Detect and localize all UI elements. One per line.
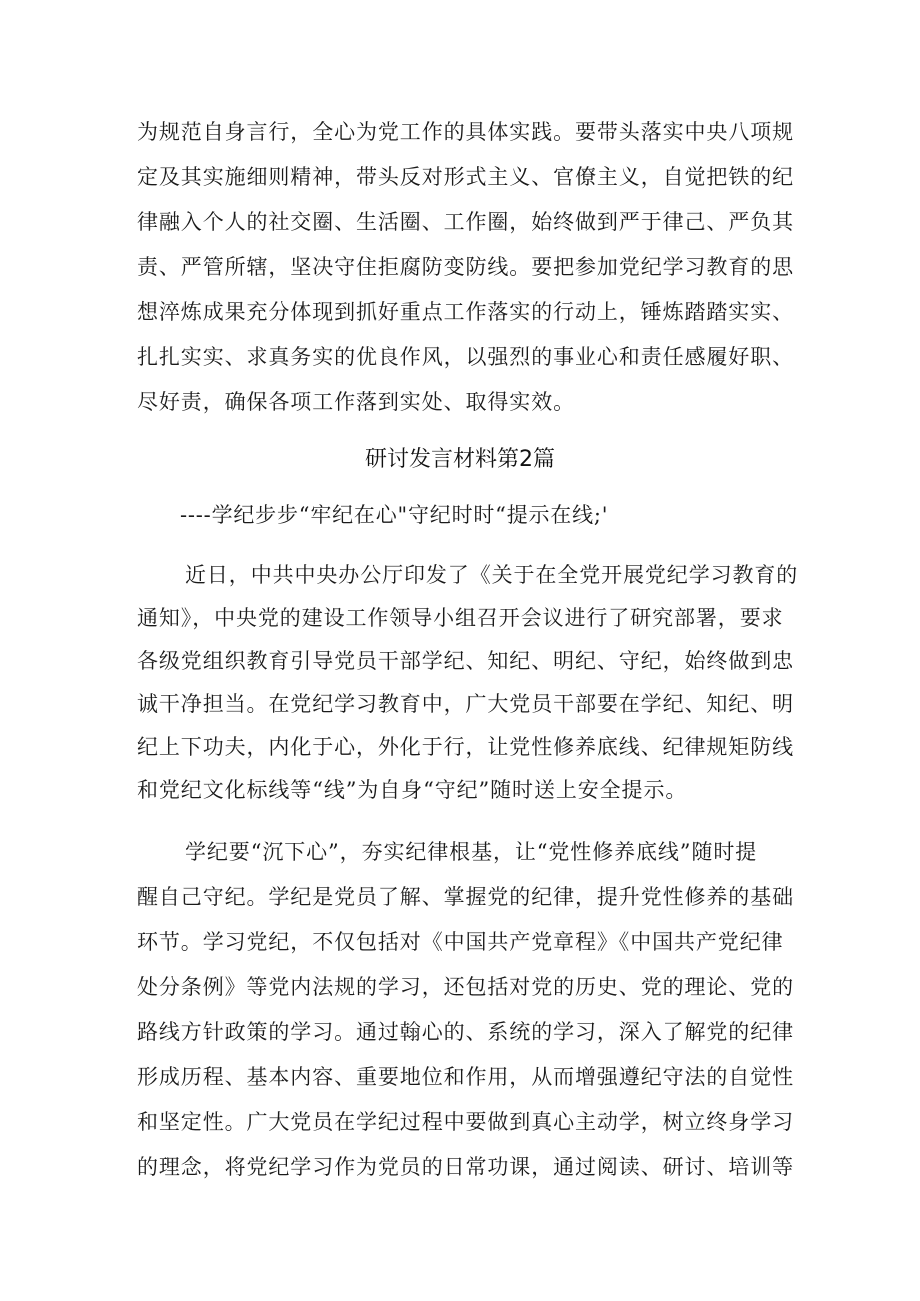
text-line: 律融入个人的社交圈、生活圈、工作圈，始终做到严于律己、严负其: [137, 210, 794, 234]
text-line: 责、严管所辖，坚决守住拒腐防变防线。要把参加党纪学习教育的思: [137, 255, 794, 279]
text-line: 环节。学习党纪，不仅包括对《中国共产党章程》《中国共产党纪律: [137, 930, 784, 954]
section-subtitle: ----学纪步步“牢纪在心"守纪时时“提示在线;': [180, 503, 609, 527]
text-line: 路线方针政策的学习。通过翰心的、系统的学习，深入了解党的纪律: [137, 1020, 794, 1044]
text-line: 诚干净担当。在党纪学习教育中，广大党员干部要在学纪、知纪、明: [137, 692, 794, 716]
text-line: 醒自己守纪。学纪是党员了解、掌握党的纪律，提升党性修养的基础: [137, 885, 794, 909]
text-line: 各级党组织教育引导党员干部学纪、知纪、明纪、守纪，始终做到忠: [137, 649, 794, 673]
text-line: 和党纪文化标线等“线”为自身“守纪”随时送上安全提示。: [137, 778, 688, 802]
text-line: 和坚定性。广大党员在学纪过程中要做到真心主动学，树立终身学习: [137, 1110, 794, 1134]
text-line: 想淬炼成果充分体现到抓好重点工作落实的行动上，锤炼踏踏实实、: [137, 300, 794, 324]
text-line: 学纪要“沉下心”，夯实纪律根基，让“党性修养底线”随时提: [185, 840, 758, 864]
text-line: 扎扎实实、求真务实的优良作风，以强烈的事业心和责任感履好职、: [137, 345, 794, 369]
text-line: 为规范自身言行，全心为党工作的具体实践。要带头落实中央八项规: [137, 120, 794, 144]
text-line: 定及其实施细则精神，带头反对形式主义、官僚主义，自觉把铁的纪: [137, 165, 794, 189]
text-line: 近日，中共中央办公厅印发了《关于在全党开展党纪学习教育的: [185, 563, 799, 587]
text-line: 处分条例》等党内法规的学习，还包括对党的历史、党的理论、党的: [137, 975, 794, 999]
text-line: 的理念，将党纪学习作为党员的日常功课，通过阅读、研讨、培训等: [137, 1155, 794, 1179]
section-title: 研讨发言材料第2篇: [365, 447, 555, 472]
text-line: 形成历程、基本内容、重要地位和作用，从而增强遵纪守法的自觉性: [137, 1065, 794, 1089]
text-line: 尽好责，确保各项工作落到实处、取得实效。: [137, 390, 575, 414]
text-line: 通知》，中央党的建设工作领导小组召开会议进行了研究部署，要求: [137, 606, 784, 630]
text-line: 纪上下功夫，内化于心，外化于行，让党性修养底线、纪律规矩防线: [137, 735, 794, 759]
